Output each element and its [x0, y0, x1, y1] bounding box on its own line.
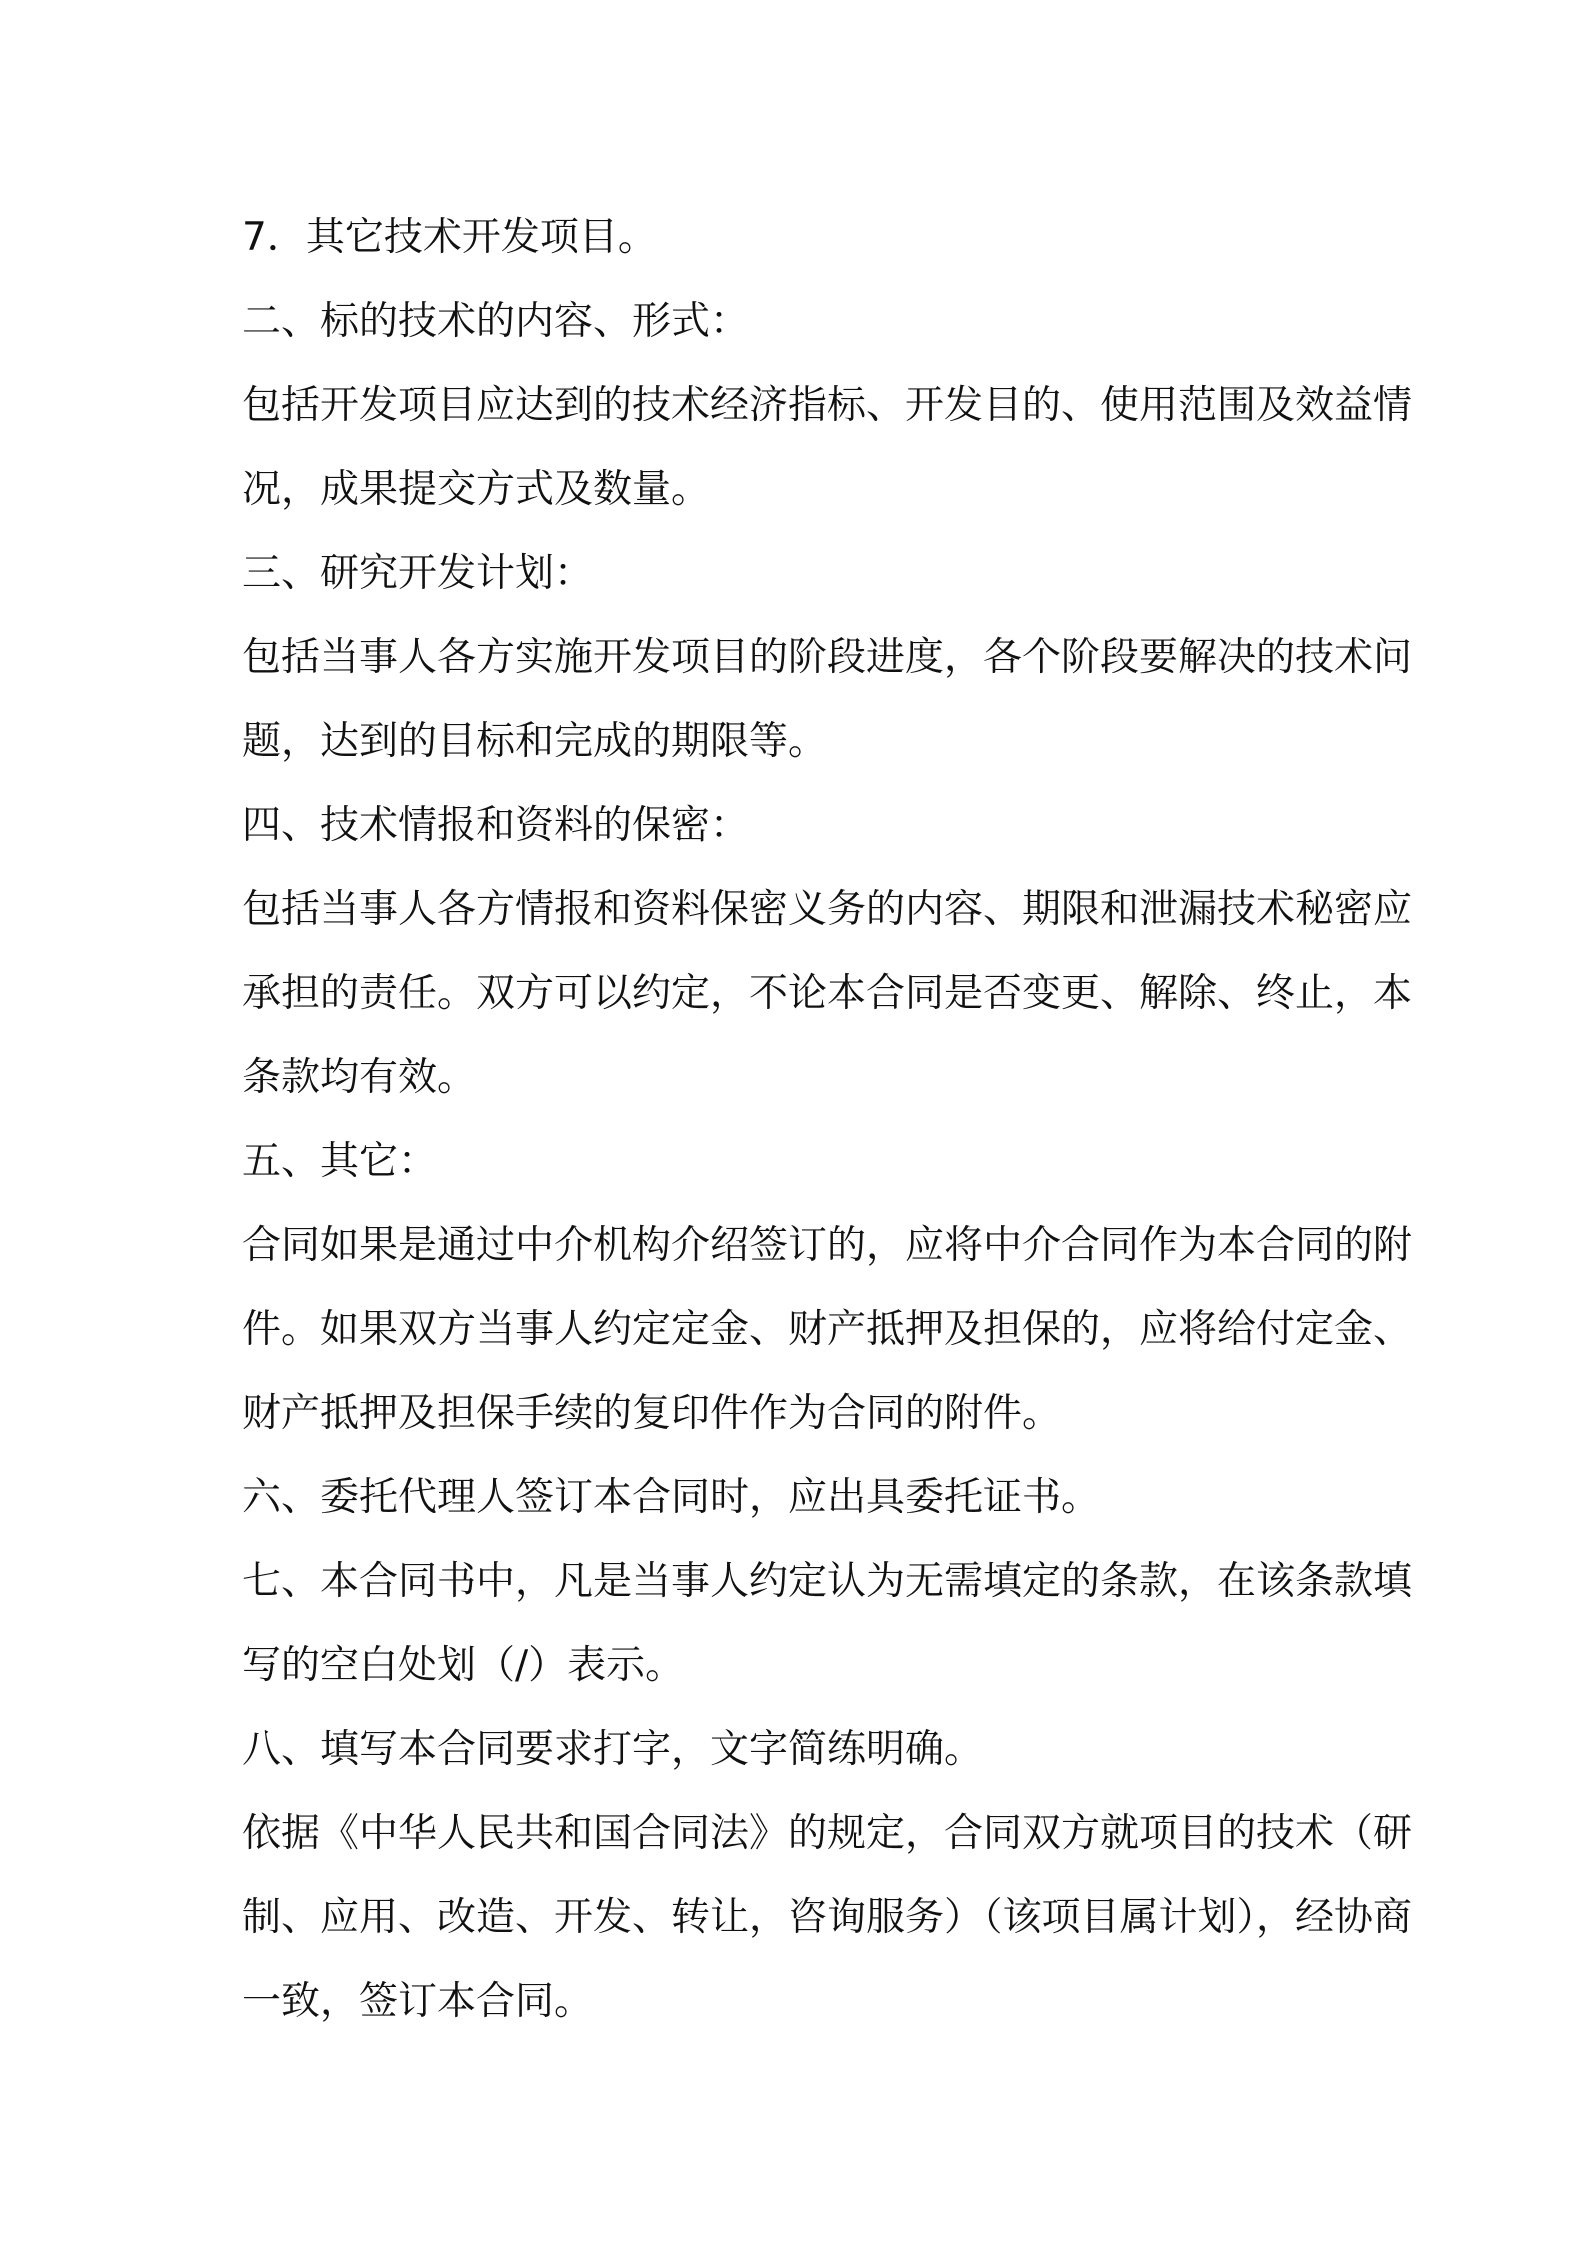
section-2-heading: 二、标的技术的内容、形式： — [242, 299, 750, 344]
item-7-other-projects: 7．其它技术开发项目。 — [242, 215, 657, 260]
section-3-heading: 三、研究开发计划： — [242, 551, 594, 596]
section-7-text-line-1: 七、本合同书中，凡是当事人约定认为无需填定的条款，在该条款填 — [242, 1559, 1413, 1604]
section-4-heading: 四、技术情报和资料的保密： — [242, 803, 750, 848]
document-body — [242, 196, 1413, 2044]
section-2-body-line-1: 包括开发项目应达到的技术经济指标、开发目的、使用范围及效益情 — [242, 383, 1413, 428]
section-8-text: 八、填写本合同要求打字，文字简练明确。 — [242, 1727, 984, 1772]
basis-paragraph-line-2: 制、应用、改造、开发、转让，咨询服务）（该项目属计划），经协商 — [242, 1895, 1413, 1940]
section-3-body-line-2: 题，达到的目标和完成的期限等。 — [242, 719, 828, 764]
section-6-text: 六、委托代理人签订本合同时，应出具委托证书。 — [242, 1475, 1101, 1520]
section-5-body-line-2: 件。如果双方当事人约定定金、财产抵押及担保的，应将给付定金、 — [242, 1307, 1413, 1352]
section-4-body-line-1: 包括当事人各方情报和资料保密义务的内容、期限和泄漏技术秘密应 — [242, 887, 1413, 932]
section-4-body-line-3: 条款均有效。 — [242, 1055, 477, 1100]
section-3-body-line-1: 包括当事人各方实施开发项目的阶段进度，各个阶段要解决的技术问 — [242, 635, 1413, 680]
section-2-body-line-2: 况，成果提交方式及数量。 — [242, 467, 711, 512]
section-7-text-line-2: 写的空白处划（/）表示。 — [242, 1643, 685, 1688]
section-5-body-line-3: 财产抵押及担保手续的复印件作为合同的附件。 — [242, 1391, 1062, 1436]
section-5-body-line-1: 合同如果是通过中介机构介绍签订的，应将中介合同作为本合同的附 — [242, 1223, 1413, 1268]
basis-paragraph-line-1: 依据《中华人民共和国合同法》的规定，合同双方就项目的技术（研 — [242, 1811, 1413, 1856]
section-4-body-line-2: 承担的责任。双方可以约定，不论本合同是否变更、解除、终止，本 — [242, 971, 1413, 1016]
basis-paragraph-line-3: 一致，签订本合同。 — [242, 1979, 594, 2024]
section-5-heading: 五、其它： — [242, 1139, 438, 1184]
